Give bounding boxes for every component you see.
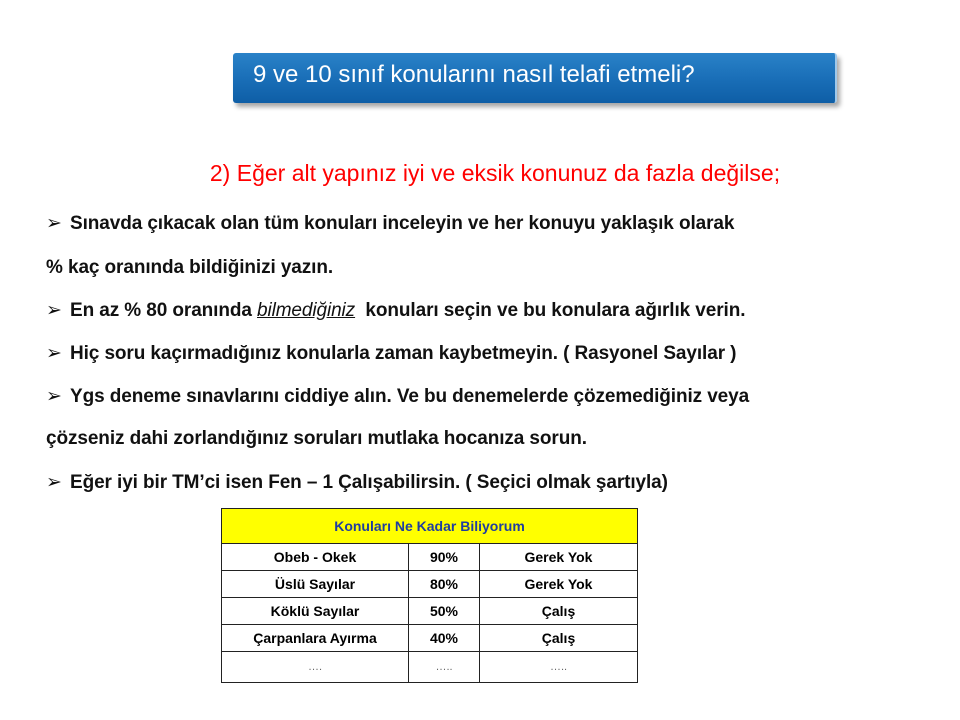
arrow-bullet-icon: ➢ bbox=[46, 386, 62, 407]
bullet-line-4 bbox=[46, 342, 736, 365]
table-row bbox=[222, 544, 638, 571]
percent-cell: 90% bbox=[409, 544, 480, 571]
topic-cell: Köklü Sayılar bbox=[222, 598, 409, 625]
bullet-line-3 bbox=[46, 299, 745, 322]
line-text: Hiç soru kaçırmadığınız konularla zaman kaybetmeyin. ( Rasyonel Sayılar ) bbox=[70, 343, 737, 364]
table-row bbox=[222, 625, 638, 652]
action-cell: ….. bbox=[480, 652, 638, 683]
line-text: konuları seçin ve bu konulara ağırlık verin. bbox=[355, 300, 746, 321]
line-text: Ygs deneme sınavlarını ciddiye alın. Ve bu denemelerde çözemediğiniz veya bbox=[70, 386, 750, 407]
bullet-line-1 bbox=[46, 212, 734, 235]
bullet-line-5 bbox=[46, 385, 749, 408]
table-header-row bbox=[222, 509, 638, 544]
line-text: Sınavda çıkacak olan tüm konuları inceleyin ve her konuyu yaklaşık olarak bbox=[70, 213, 735, 234]
action-cell: Gerek Yok bbox=[480, 571, 638, 598]
line-text: Eğer iyi bir TM’ci isen Fen – 1 Çalışabilirsin. ( Seçici olmak şartıyla) bbox=[70, 472, 668, 493]
action-cell: Çalış bbox=[480, 625, 638, 652]
emphasized-word: bilmediğiniz bbox=[257, 300, 356, 321]
text-line-6 bbox=[46, 428, 587, 450]
arrow-bullet-icon: ➢ bbox=[46, 213, 62, 234]
slide-subtitle: 2) Eğer alt yapınız iyi ve eksik konunuz da fazla değilse; bbox=[209, 160, 781, 186]
percent-cell: 50% bbox=[409, 598, 480, 625]
arrow-bullet-icon: ➢ bbox=[46, 300, 62, 321]
bullet-line-7 bbox=[46, 471, 668, 494]
topic-cell: Çarpanlara Ayırma bbox=[222, 625, 409, 652]
slide-title: 9 ve 10 sınıf konularını nasıl telafi etmeli? bbox=[233, 53, 837, 103]
action-cell: Gerek Yok bbox=[480, 544, 638, 571]
arrow-bullet-icon: ➢ bbox=[46, 472, 62, 493]
topic-cell: Obeb - Okek bbox=[222, 544, 409, 571]
table-row bbox=[222, 598, 638, 625]
topic-cell: …. bbox=[222, 652, 409, 683]
line-text: çözseniz dahi zorlandığınız soruları mutlaka hocanıza sorun. bbox=[46, 428, 587, 449]
action-cell: Çalış bbox=[480, 598, 638, 625]
table-row bbox=[222, 652, 638, 683]
topic-cell: Üslü Sayılar bbox=[222, 571, 409, 598]
percent-cell: 40% bbox=[409, 625, 480, 652]
percent-cell: 80% bbox=[409, 571, 480, 598]
text-line-2 bbox=[46, 257, 333, 279]
table-row bbox=[222, 571, 638, 598]
line-text: % kaç oranında bildiğinizi yazın. bbox=[46, 257, 334, 278]
arrow-bullet-icon: ➢ bbox=[46, 343, 62, 364]
knowledge-table bbox=[221, 508, 638, 683]
line-text: En az % 80 oranında bbox=[70, 300, 257, 321]
table-header: Konuları Ne Kadar Biliyorum bbox=[222, 509, 638, 544]
percent-cell: ….. bbox=[409, 652, 480, 683]
